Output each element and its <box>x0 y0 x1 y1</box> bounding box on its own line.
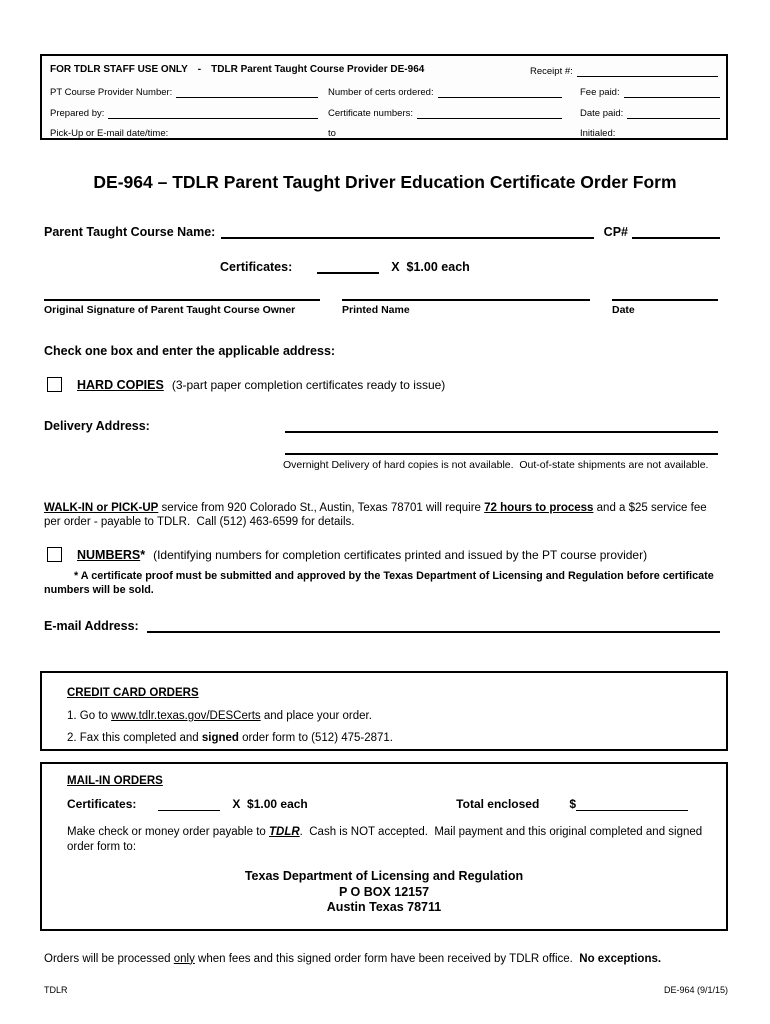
mail-certificates-label: Certificates: <box>67 797 137 811</box>
cp-number-label: CP# <box>603 225 628 239</box>
course-name-row <box>44 223 720 239</box>
signature-line[interactable] <box>44 299 320 301</box>
walkin-text-2: and a $25 service fee per order - payable to TDLR. Call (512) 463-6599 for details. <box>44 501 710 528</box>
credit-step2-pre: 2. Fax this completed and <box>67 732 202 744</box>
certs-ordered-label: Number of certs ordered: <box>328 87 434 98</box>
numbers-checkbox[interactable] <box>47 547 62 562</box>
course-name-label: Parent Taught Course Name: <box>44 225 216 239</box>
numbers-desc: (Identifying numbers for completion certificates printed and issued by the PT course provider) <box>153 547 648 562</box>
staff-use-box <box>40 54 728 140</box>
orders-note-only: only <box>173 952 195 965</box>
date-paid-row <box>580 106 720 119</box>
orders-note-bold: No exceptions. <box>579 952 662 965</box>
make-check-post: . Cash is NOT accepted. Mail payment and this original completed and signed order form to: <box>67 826 706 853</box>
course-name-line[interactable] <box>221 223 593 239</box>
date-line[interactable] <box>612 299 718 301</box>
credit-card-orders-box <box>40 671 728 751</box>
signature-row <box>44 299 720 316</box>
numbers-footnote: * A certificate proof must be submitted and approved by the Texas Department of Licensing and Regulation before certificate numbers will be sold. <box>44 570 714 596</box>
certificates-row <box>220 258 470 274</box>
make-check-paragraph <box>67 825 712 855</box>
hard-copies-checkbox[interactable] <box>47 377 62 392</box>
check-instruction: Check one box and enter the applicable address: <box>44 344 336 358</box>
certificate-numbers-label: Certificate numbers: <box>328 108 414 119</box>
fee-paid-row <box>580 85 720 98</box>
mail-in-orders-title: MAIL-IN ORDERS <box>67 775 163 787</box>
mailing-address-line-2: P O BOX 12157 <box>338 884 430 899</box>
prepared-by-line[interactable] <box>108 107 318 119</box>
certs-to-line[interactable] <box>340 127 562 139</box>
fee-paid-label: Fee paid: <box>580 87 620 98</box>
fee-paid-line[interactable] <box>624 86 720 98</box>
certs-ordered-line[interactable] <box>438 86 562 98</box>
certs-ordered-row <box>328 85 562 98</box>
mail-certificates-quantity-line[interactable] <box>158 797 220 811</box>
walkin-bold-2: 72 hours to process <box>484 501 594 514</box>
delivery-address-line-1[interactable] <box>285 431 718 433</box>
certificate-numbers-line[interactable] <box>417 107 562 119</box>
delivery-address-label: Delivery Address: <box>44 419 150 433</box>
mail-in-orders-box <box>40 762 728 931</box>
pickup-datetime-line[interactable] <box>172 127 318 139</box>
unit-price-label: X $1.00 each <box>391 260 470 274</box>
hard-copies-label: HARD COPIES <box>77 377 164 392</box>
walkin-text-1: service from 920 Colorado St., Austin, Texas 78701 will require <box>158 501 485 514</box>
mail-certificates-row <box>67 797 688 811</box>
staff-title-dash: - <box>197 64 202 75</box>
pt-provider-number-row <box>50 85 318 98</box>
date-label: Date <box>612 304 635 316</box>
date-column <box>612 299 718 316</box>
receipt-row <box>530 64 718 77</box>
date-paid-label: Date paid: <box>580 108 624 119</box>
footer-agency: TDLR <box>44 985 68 995</box>
certs-to-row <box>328 126 562 139</box>
total-enclosed-label: Total enclosed <box>456 797 540 811</box>
receipt-label: Receipt #: <box>530 66 573 77</box>
receipt-number-line[interactable] <box>577 65 718 77</box>
signature-label: Original Signature of Parent Taught Course Owner <box>44 304 296 316</box>
numbers-asterisk: * <box>140 547 146 562</box>
credit-step-1 <box>67 710 372 722</box>
pickup-datetime-row <box>50 126 318 139</box>
mail-unit-price-label: X $1.00 each <box>232 797 308 811</box>
walkin-paragraph <box>44 501 722 530</box>
numbers-label: NUMBERS <box>77 547 141 562</box>
printed-name-label: Printed Name <box>342 304 410 316</box>
signature-column <box>44 299 320 316</box>
initialed-row <box>580 126 720 139</box>
credit-step-2 <box>67 732 393 744</box>
staff-box-title <box>50 64 424 75</box>
pickup-datetime-label: Pick-Up or E-mail date/time: <box>50 128 169 139</box>
initialed-line[interactable] <box>619 127 720 139</box>
prepared-by-label: Prepared by: <box>50 108 105 119</box>
hard-copies-desc: (3-part paper completion certificates ready to issue) <box>171 377 446 392</box>
certs-to-label: to <box>328 128 336 139</box>
credit-step2-post: order form to (512) 475-2871. <box>238 732 394 744</box>
email-row <box>44 617 720 633</box>
credit-step1-pre: 1. Go to <box>67 710 112 722</box>
page-title: DE-964 – TDLR Parent Taught Driver Education Certificate Order Form <box>93 172 677 192</box>
credit-step2-bold: signed <box>201 732 239 744</box>
total-enclosed-line[interactable] <box>576 797 688 811</box>
initialed-label: Initialed: <box>580 128 616 139</box>
printed-name-line[interactable] <box>342 299 590 301</box>
date-paid-line[interactable] <box>627 107 720 119</box>
email-label: E-mail Address: <box>44 619 139 633</box>
staff-title-left: FOR TDLR STAFF USE ONLY <box>50 64 188 75</box>
delivery-address-line-2[interactable] <box>285 453 718 455</box>
make-check-pre: Make check or money order payable to <box>67 826 269 838</box>
mailing-address-line-1: Texas Department of Licensing and Regulation <box>244 869 524 883</box>
orders-note-pre: Orders will be processed <box>44 952 174 965</box>
mailing-address <box>42 869 726 916</box>
printed-name-column <box>342 299 590 316</box>
numbers-option <box>47 547 647 562</box>
hard-copies-option <box>47 377 445 392</box>
orders-note-mid: when fees and this signed order form have been received by TDLR office. <box>194 952 580 965</box>
currency-symbol: $ <box>569 797 576 811</box>
pt-provider-number-label: PT Course Provider Number: <box>50 87 173 98</box>
email-line[interactable] <box>147 617 720 633</box>
delivery-note: Overnight Delivery of hard copies is not available. Out-of-state shipments are not available. <box>283 459 709 471</box>
orders-processed-note <box>44 953 724 965</box>
cp-number-line[interactable] <box>632 223 720 239</box>
staff-title-right: TDLR Parent Taught Course Provider DE-964 <box>211 64 425 75</box>
credit-step1-post: and place your order. <box>260 710 372 722</box>
tdlr-payee: TDLR <box>269 826 300 838</box>
pt-provider-number-line[interactable] <box>176 86 318 98</box>
credit-card-orders-title: CREDIT CARD ORDERS <box>67 687 199 699</box>
certificates-label: Certificates: <box>220 260 293 274</box>
certificate-numbers-row <box>328 106 562 119</box>
footer-form-number: DE-964 (9/1/15) <box>663 985 728 995</box>
mailing-address-line-3: Austin Texas 78711 <box>326 900 442 914</box>
certificates-quantity-line[interactable] <box>317 258 379 274</box>
prepared-by-row <box>50 106 318 119</box>
walkin-bold-1: WALK-IN or PICK-UP <box>44 501 159 514</box>
descerts-link[interactable]: www.tdlr.texas.gov/DESCerts <box>111 710 261 722</box>
